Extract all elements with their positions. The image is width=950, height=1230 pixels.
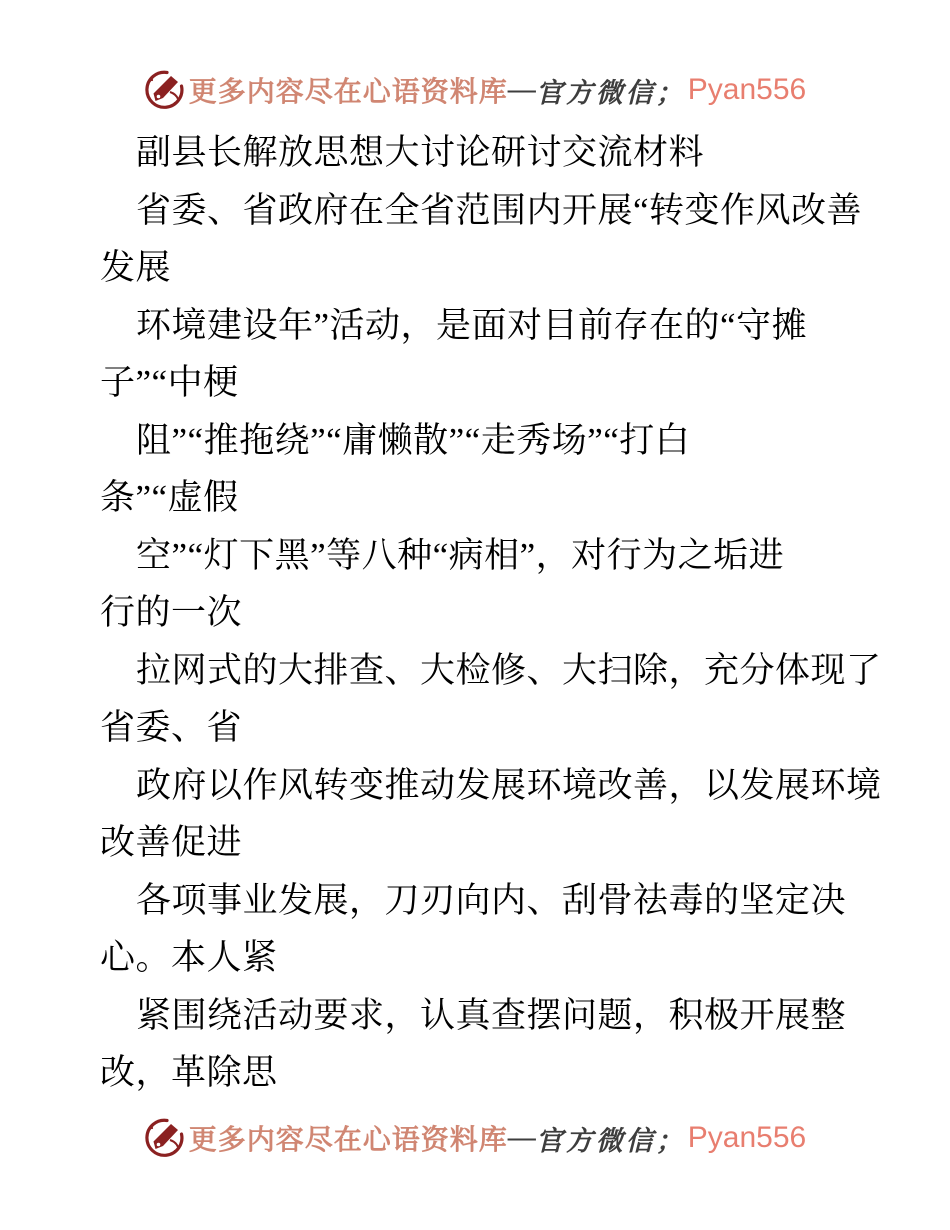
document-line: 子”“中梗: [100, 363, 239, 402]
pen-circle-logo: [144, 1117, 184, 1159]
document-line: 改，革除思: [100, 1053, 278, 1092]
header-banner: [0, 66, 950, 114]
pen-circle-logo: [144, 69, 184, 111]
document-line: 政府以作风转变推动发展环境改善，以发展环境: [136, 765, 882, 805]
document-line: 发展: [100, 248, 172, 287]
document-line: 改善促进: [100, 823, 243, 862]
document-line: 拉网式的大排查、大检修、大扫除，充分体现了: [136, 650, 882, 690]
banner-wechat-label: 官方微信；: [535, 77, 686, 108]
banner-wechat-id: Pyan556: [687, 1121, 807, 1154]
banner-wechat-label: 官方微信；: [535, 1125, 686, 1156]
document-line: 各项事业发展，刀刃向内、刮骨祛毒的坚定决: [136, 880, 847, 920]
document-line: 心。本人紧: [100, 938, 278, 977]
banner-brand-text: 更多内容尽在心语资料库: [188, 1125, 508, 1156]
document-line: 副县长解放思想大讨论研讨交流材料: [136, 133, 705, 172]
document-line: 行的一次: [100, 593, 243, 632]
banner-separator: —: [507, 1122, 536, 1153]
document-line: 环境建设年”活动，是面对目前存在的“守摊: [136, 305, 808, 345]
document-content: [100, 124, 910, 1102]
document-line: 省委、省政府在全省范围内开展“转变作风改善: [136, 190, 863, 230]
document-line: 阻”“推拖绕”“庸懒散”“走秀场”“打白: [136, 420, 691, 460]
document-line: 紧围绕活动要求，认真查摆问题，积极开展整: [136, 995, 847, 1035]
banner-brand-text: 更多内容尽在心语资料库: [188, 77, 508, 108]
banner-wechat-id: Pyan556: [687, 73, 807, 106]
banner-separator: —: [507, 74, 536, 105]
footer-banner: [0, 1114, 950, 1162]
document-line: 省委、省: [100, 708, 243, 747]
document-line: 条”“虚假: [100, 478, 239, 517]
document-line: 空”“灯下黑”等八种“病相”，对行为之垢进: [136, 535, 785, 575]
